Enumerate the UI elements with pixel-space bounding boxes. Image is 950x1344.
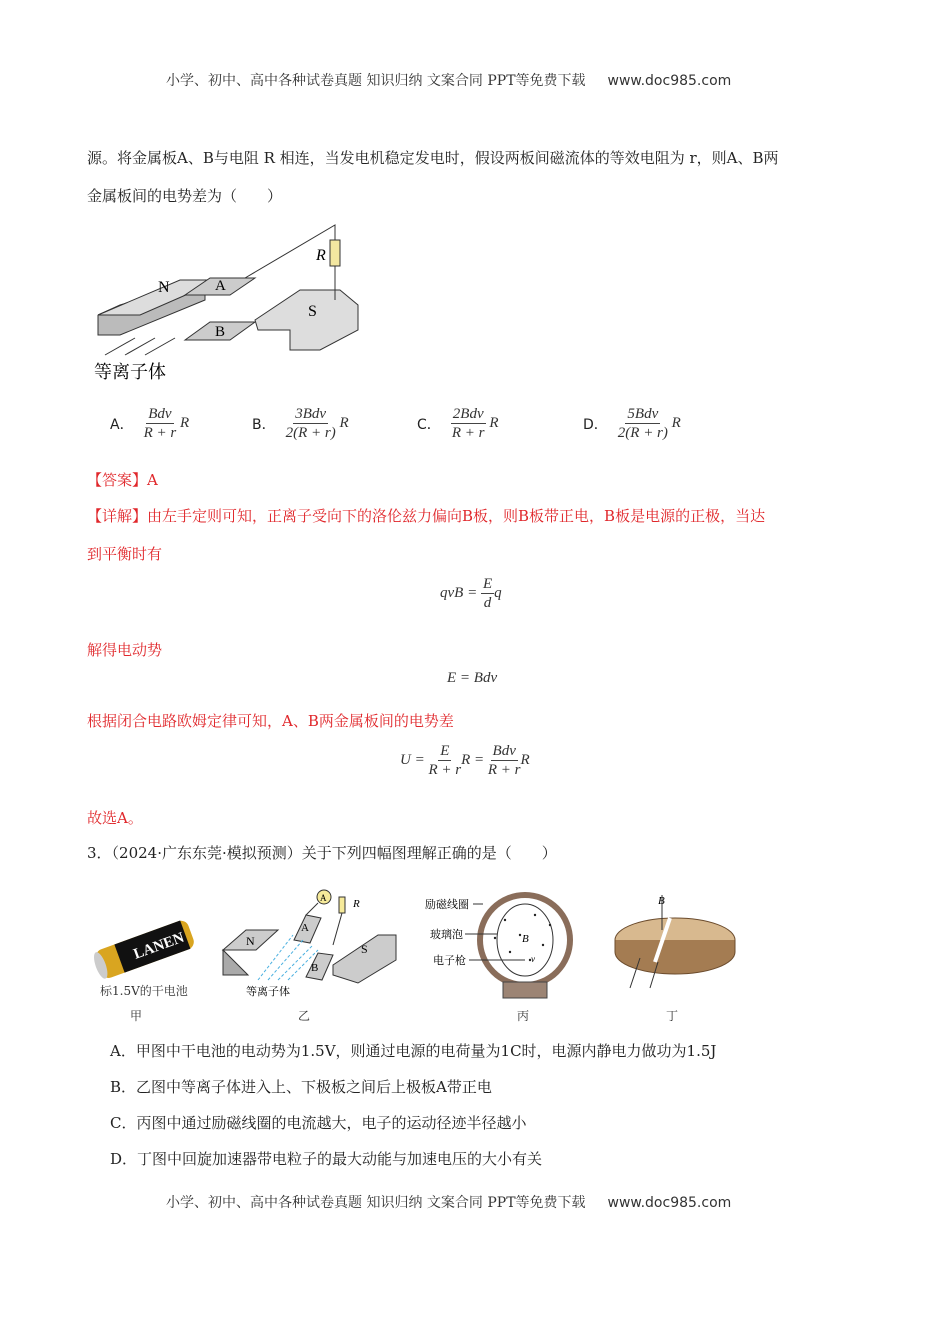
svg-text:N: N bbox=[246, 934, 255, 948]
page-footer bbox=[166, 1192, 731, 1212]
svg-text:v: v bbox=[531, 954, 535, 964]
figure-label-yi: 乙 bbox=[298, 1009, 311, 1023]
svg-text:B: B bbox=[311, 962, 319, 974]
plasma-label: 等离子体 bbox=[94, 362, 166, 382]
equation-1: qvB = $\frac{E}{d}$ q bbox=[440, 576, 502, 611]
svg-text:B: B bbox=[658, 895, 665, 907]
explanation: 根据闭合电路欧姆定律可知，A、B两金属板间的电势差 bbox=[87, 712, 454, 730]
question-text: 金属板间的电势差为（ ） bbox=[87, 187, 283, 205]
footer-url[interactable]: www.doc985.com bbox=[607, 1195, 732, 1211]
svg-text:A: A bbox=[301, 922, 309, 934]
south-pole-label: S bbox=[308, 303, 317, 320]
question-text: 源。将金属板A、B与电阻 R 相连，当发电机稳定发电时，假设两板间磁流体的等效电阻为 r，则A、B两 bbox=[87, 149, 779, 167]
resistor-label: R bbox=[316, 247, 326, 264]
svg-text:R: R bbox=[353, 898, 360, 910]
equation-3: U = $\frac{E}{R + r}$ R = $\frac{\text{Bdv}}{R + r}$ R bbox=[400, 743, 530, 778]
figure-label-jia: 甲 bbox=[130, 1009, 143, 1023]
mhd-figure-yi bbox=[218, 885, 403, 1000]
q3-option-a[interactable]: A．甲图中干电池的电动势为1.5V，则通过电源的电荷量为1C时，电源内静电力做功为1.5J bbox=[110, 1042, 717, 1060]
battery-figure bbox=[88, 915, 198, 985]
question-3-stem: 3．（2024·广东东莞·模拟预测）关于下列四幅图理解正确的是（ ） bbox=[87, 844, 557, 862]
mhd-generator-figure bbox=[90, 220, 370, 385]
svg-text:A: A bbox=[320, 893, 327, 903]
header-url[interactable]: www.doc985.com bbox=[607, 73, 732, 89]
q3-option-d[interactable]: D．丁图中回旋加速器带电粒子的最大动能与加速电压的大小有关 bbox=[110, 1150, 543, 1168]
plate-a-label: A bbox=[215, 278, 226, 294]
svg-text:B: B bbox=[522, 933, 529, 945]
option-a[interactable]: A． $\frac{\text{Bdv}}{R + r}$ R bbox=[110, 406, 190, 441]
svg-text:电子枪: 电子枪 bbox=[433, 955, 466, 967]
footer-text: 小学、初中、高中各种试卷真题 知识归纳 文案合同 PPT等免费下载 bbox=[166, 1195, 586, 1211]
option-b[interactable]: B． $\frac{\text{3Bdv}}{2(R + r)}$ R bbox=[252, 406, 349, 441]
svg-text:等离子体: 等离子体 bbox=[246, 986, 290, 998]
conclusion: 故选A。 bbox=[87, 809, 143, 827]
q3-option-b[interactable]: B．乙图中等离子体进入上、下极板之间后上极板A带正电 bbox=[110, 1078, 492, 1096]
battery-brand: LANEN bbox=[131, 929, 187, 963]
q3-option-c[interactable]: C．丙图中通过励磁线圈的电流越大，电子的运动径迹半径越小 bbox=[110, 1114, 527, 1132]
header-text: 小学、初中、高中各种试卷真题 知识归纳 文案合同 PPT等免费下载 bbox=[166, 73, 586, 89]
equation-2: E = Bdv bbox=[447, 670, 498, 686]
answer: 【答案】A bbox=[87, 471, 158, 489]
battery-caption: 标1.5V的干电池 bbox=[100, 984, 188, 998]
svg-text:S: S bbox=[361, 942, 368, 956]
page-header bbox=[166, 70, 731, 90]
explanation: 【详解】由左手定则可知，正离子受向下的洛伦兹力偏向B板，则B板带正电，B板是电源的正极，当达 bbox=[87, 507, 766, 525]
north-pole-label: N bbox=[158, 279, 170, 296]
figure-label-bing: 丙 bbox=[517, 1009, 530, 1023]
svg-text:励磁线圈: 励磁线圈 bbox=[425, 899, 469, 911]
explanation: 到平衡时有 bbox=[87, 545, 163, 563]
figure-label-ding: 丁 bbox=[666, 1009, 679, 1023]
option-c[interactable]: C． $\frac{\text{2Bdv}}{R + r}$ R bbox=[417, 406, 499, 441]
explanation: 解得电动势 bbox=[87, 641, 163, 659]
electron-beam-figure bbox=[425, 890, 580, 1002]
cyclotron-figure bbox=[610, 890, 740, 1000]
svg-text:玻璃泡: 玻璃泡 bbox=[430, 929, 463, 941]
option-d[interactable]: D． $\frac{\text{5Bdv}}{2(R + r)}$ R bbox=[583, 406, 681, 441]
plate-b-label: B bbox=[215, 324, 226, 340]
